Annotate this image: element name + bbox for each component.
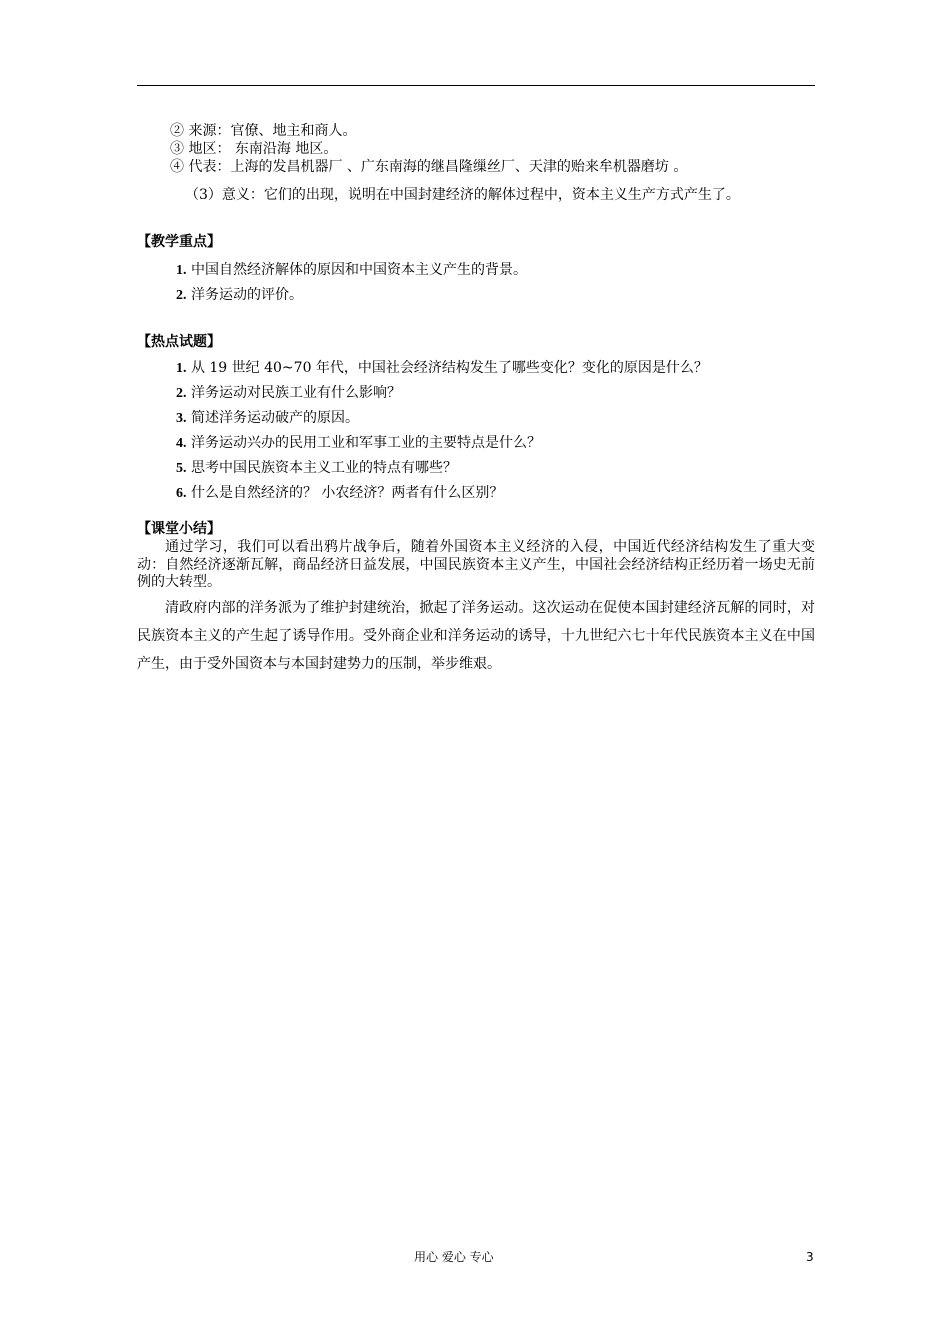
question-item: [176, 485, 503, 502]
summary-paragraph-2: 清政府内部的洋务派为了维护封建统治，掀起了洋务运动。这次运动在促使本国封建经济瓦解的同时，对民族资本主义的产生起了诱导作用。受外商企业和洋务运动的诱导，十九世纪六七十年代民族资本主义在中国产生，由于受外国资本与本国封建势力的压制，举步维艰。: [137, 600, 815, 672]
source-line: ② 来源：官僚、地主和商人。: [170, 123, 357, 139]
region-line: ③ 地区： 东南沿海 地区。: [170, 141, 338, 157]
key-point-item: [176, 262, 527, 279]
item-text: 洋务运动兴办的民用工业和军事工业的主要特点是什么？: [190, 435, 541, 451]
item-text: 洋务运动对民族工业有什么影响？: [190, 385, 401, 401]
representative-line: ④ 代表：上海的发昌机器厂 、广东南海的继昌隆缫丝厂、天津的贻来牟机器磨坊 。: [170, 159, 688, 175]
question-item: [176, 460, 457, 477]
item-number: 2.: [176, 386, 187, 401]
item-text: 中国自然经济解体的原因和中国资本主义产生的背景。: [190, 262, 527, 278]
key-points-heading: 【教学重点】: [137, 234, 221, 250]
item-text: 思考中国民族资本主义工业的特点有哪些？: [190, 460, 457, 476]
question-item: [176, 435, 541, 452]
key-point-item: [176, 287, 303, 304]
summary-paragraph-1: 通过学习，我们可以看出鸦片战争后，随着外国资本主义经济的入侵，中国近代经济结构发生了重大变动：自然经济逐渐瓦解，商品经济日益发展，中国民族资本主义产生，中国社会经济结构正经历着一场史无前例的大转型。: [137, 539, 815, 590]
page-number: 3: [806, 1250, 814, 1264]
question-item: [176, 410, 359, 427]
header-rule: [137, 85, 815, 86]
significance-line: （3）意义：它们的出现，说明在中国封建经济的解体过程中，资本主义生产方式产生了。: [185, 187, 740, 203]
item-number: 6.: [176, 486, 187, 501]
item-text: 简述洋务运动破产的原因。: [190, 410, 359, 426]
question-item: [176, 360, 708, 377]
item-number: 2.: [176, 288, 187, 303]
footer-motto: 用心 爱心 专心: [414, 1250, 494, 1264]
item-number: 1.: [176, 263, 187, 278]
item-number: 3.: [176, 411, 187, 426]
question-item: [176, 385, 401, 402]
summary-heading: 【课堂小结】: [137, 521, 221, 537]
item-text: 洋务运动的评价。: [190, 287, 303, 303]
item-number: 5.: [176, 461, 187, 476]
item-number: 4.: [176, 436, 187, 451]
item-text: 什么是自然经济的？ 小农经济？两者有什么区别？: [190, 485, 504, 501]
hot-questions-heading: 【热点试题】: [137, 334, 221, 350]
item-text: 从 19 世纪 40~70 年代，中国社会经济结构发生了哪些变化？变化的原因是什么？: [190, 360, 708, 376]
item-number: 1.: [176, 361, 187, 376]
